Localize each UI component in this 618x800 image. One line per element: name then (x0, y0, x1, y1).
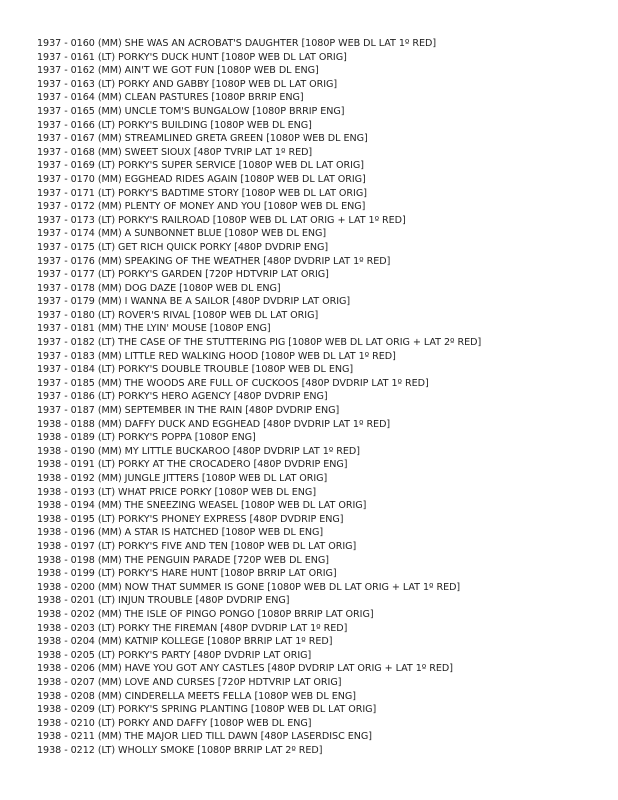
list-item: 1937 - 0162 (MM) AIN'T WE GOT FUN [1080P WEB DL ENG] (37, 65, 319, 77)
list-item: 1937 - 0166 (LT) PORKY'S BUILDING [1080P WEB DL ENG] (37, 119, 312, 131)
list-item: 1937 - 0180 (LT) ROVER'S RIVAL [1080P WEB DL LAT ORIG] (37, 309, 319, 321)
cartoon-list (37, 37, 481, 757)
list-item: 1937 - 0175 (LT) GET RICH QUICK PORKY [480P DVDRIP ENG] (37, 241, 329, 253)
list-item: 1937 - 0164 (MM) CLEAN PASTURES [1080P BRRIP ENG] (37, 92, 304, 104)
list-item: 1938 - 0193 (LT) WHAT PRICE PORKY [1080P WEB DL ENG] (37, 486, 317, 498)
list-item: 1938 - 0198 (MM) THE PENGUIN PARADE [720P WEB DL ENG] (37, 554, 329, 566)
list-item: 1937 - 0160 (MM) SHE WAS AN ACROBAT'S DAUGHTER [1080P WEB DL LAT 1º RED] (37, 38, 437, 49)
list-item: 1937 - 0178 (MM) DOG DAZE [1080P WEB DL ENG] (37, 282, 281, 294)
list-item: 1938 - 0197 (LT) PORKY'S FIVE AND TEN [1080P WEB DL LAT ORIG] (37, 540, 357, 552)
list-item: 1937 - 0174 (MM) A SUNBONNET BLUE [1080P WEB DL ENG] (37, 228, 327, 240)
list-item: 1938 - 0188 (MM) DAFFY DUCK AND EGGHEAD [480P DVDRIP LAT 1º RED] (37, 418, 391, 430)
list-item: 1937 - 0176 (MM) SPEAKING OF THE WEATHER [480P DVDRIP LAT 1º RED] (37, 255, 391, 267)
list-item: 1938 - 0190 (MM) MY LITTLE BUCKAROO [480P DVDRIP LAT 1º RED] (37, 445, 360, 457)
list-item: 1937 - 0161 (LT) PORKY'S DUCK HUNT [1080P WEB DL LAT ORIG] (37, 51, 347, 63)
list-item: 1938 - 0196 (MM) A STAR IS HATCHED [1080P WEB DL ENG] (37, 527, 324, 539)
list-item: 1938 - 0201 (LT) INJUN TROUBLE [480P DVDRIP ENG] (37, 595, 290, 607)
list-item: 1937 - 0167 (MM) STREAMLINED GRETA GREEN [1080P WEB DL ENG] (37, 133, 368, 145)
list-item: 1937 - 0171 (LT) PORKY'S BADTIME STORY [1080P WEB DL LAT ORIG] (37, 187, 367, 199)
list-item: 1937 - 0183 (MM) LITTLE RED WALKING HOOD [1080P WEB DL LAT 1º RED] (37, 350, 396, 362)
list-item: 1937 - 0182 (LT) THE CASE OF THE STUTTERING PIG [1080P WEB DL LAT ORIG + LAT 2º RED] (37, 337, 482, 349)
list-item: 1937 - 0172 (MM) PLENTY OF MONEY AND YOU [1080P WEB DL ENG] (37, 201, 366, 213)
list-item: 1938 - 0211 (MM) THE MAJOR LIED TILL DAWN [480P LASERDISC ENG] (37, 731, 372, 743)
list-item: 1938 - 0206 (MM) HAVE YOU GOT ANY CASTLES [480P DVDRIP LAT ORIG + LAT 1º RED] (37, 663, 453, 675)
list-item: 1938 - 0203 (LT) PORKY THE FIREMAN [480P DVDRIP LAT 1º RED] (37, 622, 348, 634)
list-item: 1938 - 0210 (LT) PORKY AND DAFFY [1080P WEB DL ENG] (37, 717, 312, 729)
list-item: 1938 - 0195 (LT) PORKY'S PHONEY EXPRESS [480P DVDRIP ENG] (37, 513, 344, 525)
list-item: 1937 - 0170 (MM) EGGHEAD RIDES AGAIN [1080P WEB DL LAT ORIG] (37, 173, 366, 185)
list-item: 1937 - 0179 (MM) I WANNA BE A SAILOR [480P DVDRIP LAT ORIG] (37, 296, 351, 308)
list-item: 1938 - 0212 (LT) WHOLLY SMOKE [1080P BRRIP LAT 2º RED] (37, 744, 323, 756)
list-item: 1938 - 0207 (MM) LOVE AND CURSES [720P HDTVRIP LAT ORIG] (37, 676, 342, 688)
list-item: 1938 - 0194 (MM) THE SNEEZING WEASEL [1080P WEB DL LAT ORIG] (37, 500, 367, 512)
list-item: 1938 - 0191 (LT) PORKY AT THE CROCADERO [480P DVDRIP ENG] (37, 459, 348, 471)
list-item: 1938 - 0208 (MM) CINDERELLA MEETS FELLA [1080P WEB DL ENG] (37, 690, 356, 702)
list-item: 1937 - 0168 (MM) SWEET SIOUX [480P TVRIP LAT 1º RED] (37, 146, 313, 158)
list-item: 1937 - 0187 (MM) SEPTEMBER IN THE RAIN [480P DVDRIP ENG] (37, 405, 340, 417)
list-item: 1937 - 0177 (LT) PORKY'S GARDEN [720P HDTVRIP LAT ORIG] (37, 269, 329, 281)
list-item: 1937 - 0165 (MM) UNCLE TOM'S BUNGALOW [1080P BRRIP ENG] (37, 105, 345, 117)
list-item: 1938 - 0192 (MM) JUNGLE JITTERS [1080P WEB DL LAT ORIG] (37, 473, 328, 484)
list-item: 1937 - 0163 (LT) PORKY AND GABBY [1080P WEB DL LAT ORIG] (37, 78, 338, 90)
list-item: 1938 - 0209 (LT) PORKY'S SPRING PLANTING [1080P WEB DL LAT ORIG] (37, 704, 377, 716)
list-item: 1938 - 0189 (LT) PORKY'S POPPA [1080P ENG] (37, 432, 256, 444)
list-item: 1937 - 0181 (MM) THE LYIN' MOUSE [1080P ENG] (37, 323, 271, 335)
list-item: 1938 - 0204 (MM) KATNIP KOLLEGE [1080P BRRIP LAT 1º RED] (37, 636, 333, 648)
list-item: 1938 - 0202 (MM) THE ISLE OF PINGO PONGO [1080P BRRIP LAT ORIG] (37, 608, 374, 620)
list-item: 1937 - 0185 (MM) THE WOODS ARE FULL OF CUCKOOS [480P DVDRIP LAT 1º RED] (37, 377, 429, 389)
list-item: 1937 - 0169 (LT) PORKY'S SUPER SERVICE [1080P WEB DL LAT ORIG] (37, 160, 364, 172)
list-item: 1937 - 0184 (LT) PORKY'S DOUBLE TROUBLE [1080P WEB DL ENG] (37, 364, 354, 376)
list-item: 1937 - 0173 (LT) PORKY'S RAILROAD [1080P WEB DL LAT ORIG + LAT 1º RED] (37, 214, 406, 226)
list-item: 1938 - 0199 (LT) PORKY'S HARE HUNT [1080P BRRIP LAT ORIG] (37, 568, 337, 580)
list-item: 1938 - 0200 (MM) NOW THAT SUMMER IS GONE [1080P WEB DL LAT ORIG + LAT 1º RED] (37, 581, 461, 593)
list-item: 1937 - 0186 (LT) PORKY'S HERO AGENCY [480P DVDRIP ENG] (37, 391, 328, 403)
list-item: 1938 - 0205 (LT) PORKY'S PARTY [480P DVDRIP LAT ORIG] (37, 649, 312, 661)
